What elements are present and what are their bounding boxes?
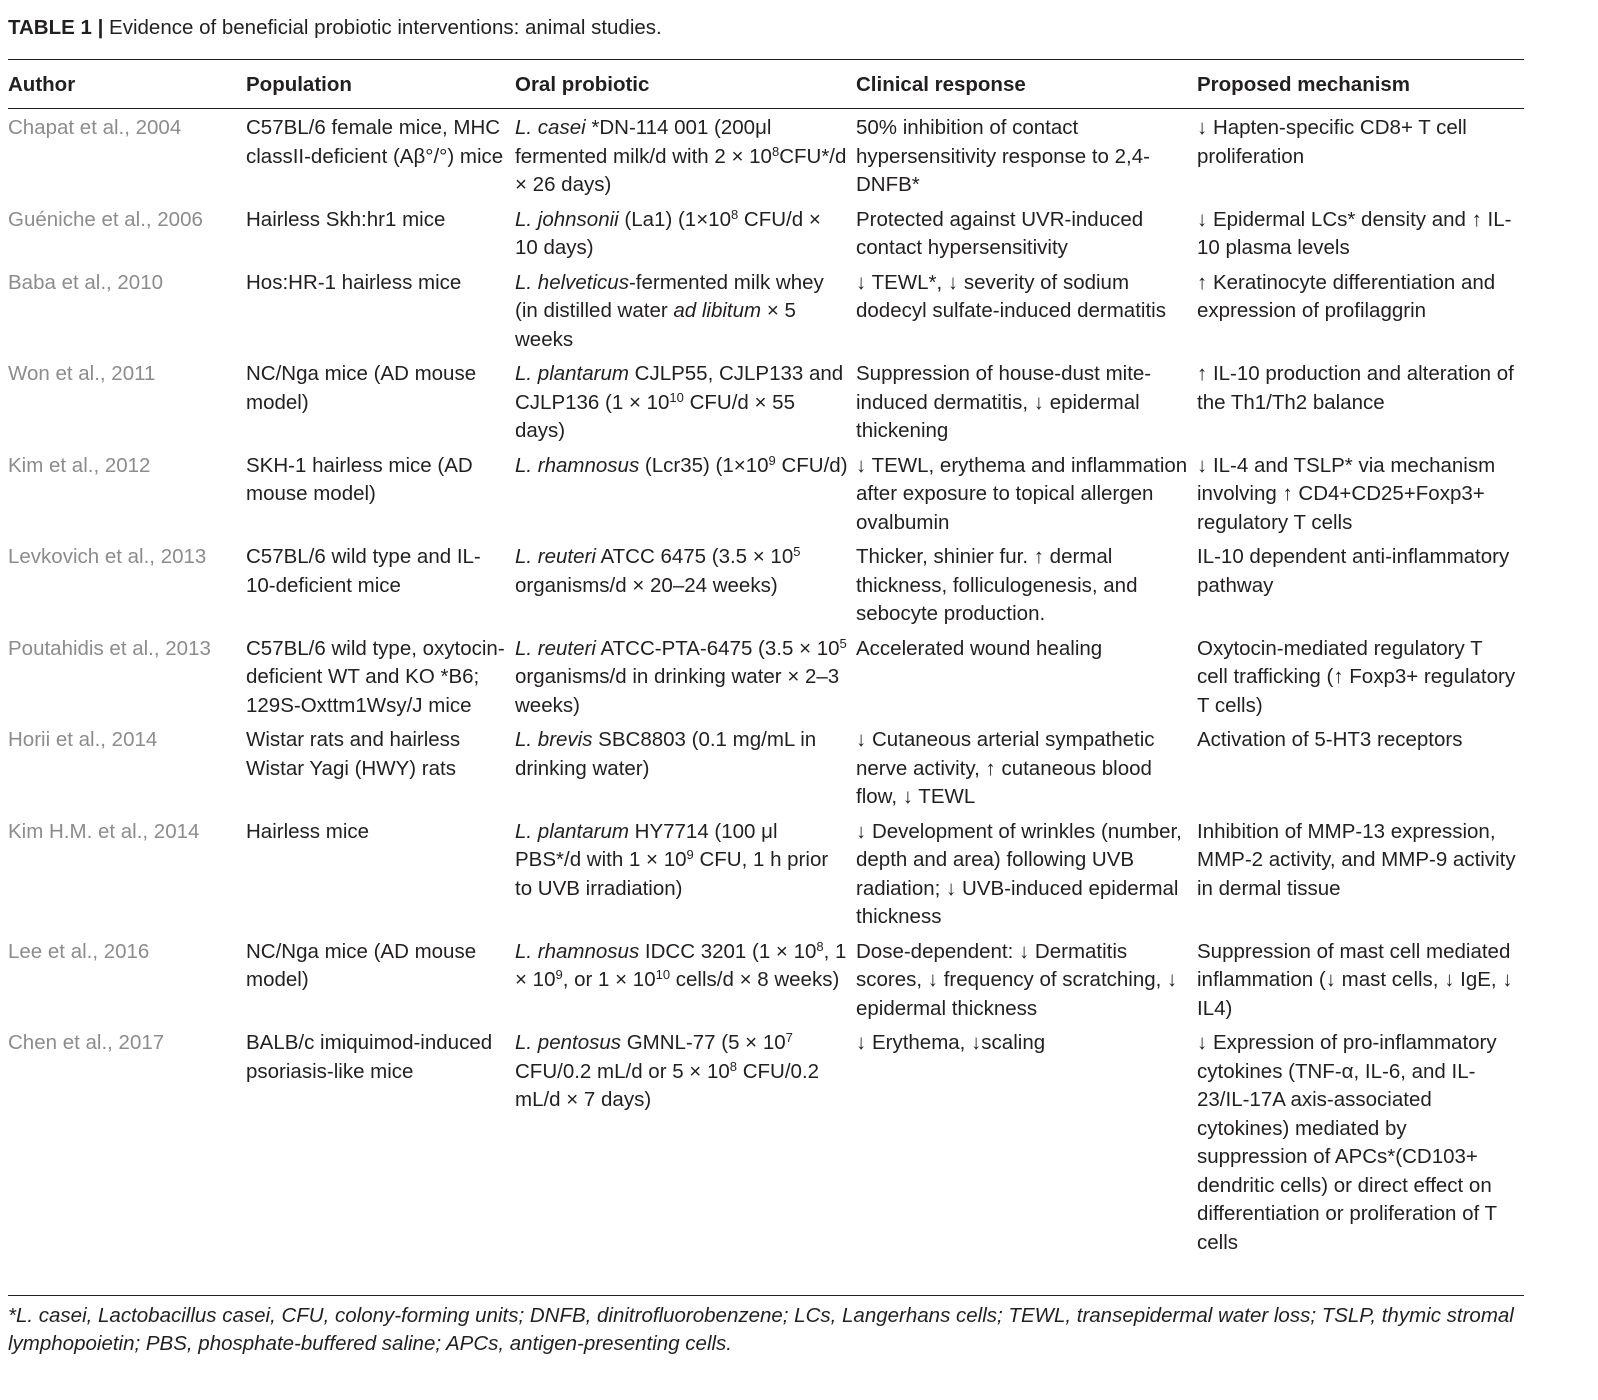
probiotic-text: (La1) (1×10 bbox=[618, 207, 731, 231]
species-name: L. plantarum bbox=[515, 362, 629, 385]
response-cell: Accelerated wound healing bbox=[856, 636, 1103, 660]
probiotic-text: , or 1 × 10 bbox=[562, 968, 656, 991]
probiotic-text: IDCC 3201 (1 × 10 bbox=[639, 939, 817, 963]
exponent: 5 bbox=[839, 635, 847, 651]
response-cell: Suppression of house-dust mite-induced dermatitis, ↓ epidermal thickening bbox=[856, 362, 1152, 442]
exponent: 9 bbox=[555, 967, 563, 982]
header-author: Author bbox=[8, 73, 76, 96]
probiotic-text: CFU/0.2 mL/d or 5 × 10 bbox=[515, 1059, 730, 1083]
table-caption bbox=[8, 16, 662, 40]
exponent: 7 bbox=[785, 1030, 793, 1045]
table-row bbox=[8, 263, 1524, 355]
probiotic-text: (Lcr35) (1×10 bbox=[639, 453, 769, 477]
author-cell: Kim et al., 2012 bbox=[8, 453, 151, 477]
bottom-rule bbox=[8, 1295, 1524, 1296]
response-cell: 50% inhibition of contact hypersensitivity response to 2,4-DNFB* bbox=[856, 116, 1150, 196]
probiotic-cell bbox=[515, 812, 856, 932]
mechanism-cell: ↓ Expression of pro-inflammatory cytokines (TNF-α, IL-6, and IL-23/IL-17A axis-associated cytokines) mediated by suppression of APCs*(CD103+ dendritic cells) or direct effect on differentiation or proliferation of T cells bbox=[1197, 1031, 1497, 1254]
population-cell: C57BL/6 female mice, MHC classII-deficient (Aβ°/°) mice bbox=[246, 116, 504, 168]
header-population: Population bbox=[246, 73, 352, 96]
exponent: 5 bbox=[793, 544, 801, 559]
probiotic-text: CFU/d × 10 days) bbox=[515, 207, 821, 259]
table-body bbox=[8, 108, 1524, 1257]
exponent: 8 bbox=[729, 1058, 738, 1074]
header-row bbox=[8, 62, 1524, 108]
species-name: L. reuteri bbox=[515, 545, 596, 568]
table-row bbox=[8, 720, 1524, 812]
species-name: L. reuteri bbox=[515, 636, 596, 660]
table-label: TABLE 1 | bbox=[8, 16, 104, 39]
exponent: 8 bbox=[816, 938, 824, 954]
probiotic-text: ATCC-PTA-6475 (3.5 × 10 bbox=[595, 636, 840, 660]
probiotic-cell bbox=[515, 200, 856, 263]
probiotic-cell bbox=[515, 263, 856, 355]
population-cell: Hairless Skh:hr1 mice bbox=[246, 207, 446, 231]
response-cell: Protected against UVR-induced contact hypersensitivity bbox=[856, 207, 1144, 259]
table-row bbox=[8, 354, 1524, 446]
probiotic-text: ATCC 6475 (3.5 × 10 bbox=[595, 545, 794, 568]
probiotic-text: GMNL-77 (5 × 10 bbox=[621, 1031, 786, 1054]
response-cell: ↓ TEWL*, ↓ severity of sodium dodecyl sulfate-induced dermatitis bbox=[856, 270, 1166, 322]
mechanism-cell: ↓ Hapten-specific CD8+ T cell proliferation bbox=[1197, 116, 1467, 168]
species-name: L. rhamnosus bbox=[515, 453, 640, 477]
table-row bbox=[8, 629, 1524, 721]
population-cell: Wistar rats and hairless Wistar Yagi (HWY) rats bbox=[246, 728, 461, 780]
mechanism-cell: ↑ Keratinocyte differentiation and expression of profilaggrin bbox=[1197, 270, 1496, 322]
probiotic-text: , 1 × 10 bbox=[515, 939, 847, 991]
author-cell: Kim H.M. et al., 2014 bbox=[8, 819, 200, 843]
table-row bbox=[8, 200, 1524, 263]
probiotic-cell bbox=[515, 720, 856, 812]
table-row bbox=[8, 1023, 1524, 1257]
probiotic-text: CFU/d × 55 days) bbox=[515, 390, 795, 442]
mechanism-cell: ↓ IL-4 and TSLP* via mechanism involving ↑ CD4+CD25+Foxp3+ regulatory T cells bbox=[1197, 453, 1496, 534]
top-rule bbox=[8, 59, 1524, 60]
header-oral-probiotic: Oral probiotic bbox=[515, 73, 650, 96]
table-footnote: *L. casei, Lactobacillus casei, CFU, colony-forming units; DNFB, dinitrofluorobenzene; LCs, Langerhans cells; TEWL, transepidermal water loss; TSLP, thymic stromal lymphopoietin; PBS, phosphate-buffered saline; APCs, antigen-presenting cells. bbox=[8, 1304, 1514, 1355]
population-cell: C57BL/6 wild type and IL-10-deficient mice bbox=[246, 545, 481, 597]
response-cell: Thicker, shinier fur. ↑ dermal thickness, folliculogenesis, and sebocyte production. bbox=[856, 545, 1138, 625]
author-cell: Horii et al., 2014 bbox=[8, 728, 158, 751]
author-cell: Won et al., 2011 bbox=[8, 362, 156, 385]
mechanism-cell: Suppression of mast cell mediated inflammation (↓ mast cells, ↓ IgE, ↓ IL4) bbox=[1197, 939, 1513, 1020]
probiotic-text: -fermented milk whey (in distilled water bbox=[515, 270, 824, 322]
exponent: 10 bbox=[669, 389, 684, 405]
mechanism-cell: ↓ Epidermal LCs* density and ↑ IL-10 plasma levels bbox=[1197, 207, 1512, 259]
author-cell: Chapat et al., 2004 bbox=[8, 116, 182, 139]
header-proposed-mechanism: Proposed mechanism bbox=[1197, 73, 1411, 96]
probiotic-text: cells/d × 8 weeks) bbox=[670, 968, 840, 991]
header-clinical-response: Clinical response bbox=[856, 73, 1026, 96]
population-cell: BALB/c imiquimod-induced psoriasis-like mice bbox=[246, 1031, 493, 1083]
probiotic-italic-text: ad libitum bbox=[673, 299, 762, 322]
probiotic-cell bbox=[515, 108, 856, 200]
exponent: 9 bbox=[768, 452, 776, 468]
response-cell: ↓ Cutaneous arterial sympathetic nerve activity, ↑ cutaneous blood flow, ↓ TEWL bbox=[856, 728, 1155, 808]
population-cell: Hairless mice bbox=[246, 819, 370, 843]
probiotic-cell bbox=[515, 1023, 856, 1257]
table-row bbox=[8, 108, 1524, 200]
exponent: 10 bbox=[655, 967, 671, 982]
probiotic-text: CFU/d) bbox=[775, 453, 848, 477]
response-cell: ↓ TEWL, erythema and inflammation after exposure to topical allergen ovalbumin bbox=[856, 453, 1188, 534]
table-title: Evidence of beneficial probiotic interventions: animal studies. bbox=[109, 16, 662, 39]
population-cell: NC/Nga mice (AD mouse model) bbox=[246, 939, 477, 991]
probiotic-text: *DN-114 001 (200μl fermented milk/d with 2 × 10 bbox=[515, 116, 772, 168]
table-row bbox=[8, 812, 1524, 932]
population-cell: SKH-1 hairless mice (AD mouse model) bbox=[246, 453, 473, 505]
population-cell: C57BL/6 wild type, oxytocin-deficient WT and KO *B6; 129S-Oxttm1Wsy/J mice bbox=[246, 636, 505, 717]
evidence-table bbox=[8, 62, 1524, 1257]
table-row bbox=[8, 537, 1524, 629]
mechanism-cell: Activation of 5-HT3 receptors bbox=[1197, 728, 1463, 751]
author-cell: Guéniche et al., 2006 bbox=[8, 207, 203, 231]
population-cell: Hos:HR-1 hairless mice bbox=[246, 270, 462, 294]
species-name: L. plantarum bbox=[515, 819, 629, 843]
population-cell: NC/Nga mice (AD mouse model) bbox=[246, 362, 477, 414]
species-name: L. pentosus bbox=[515, 1031, 621, 1054]
species-name: L. johnsonii bbox=[515, 207, 619, 231]
probiotic-cell bbox=[515, 537, 856, 629]
response-cell: ↓ Development of wrinkles (number, depth and area) following UVB radiation; ↓ UVB-induced epidermal thickness bbox=[856, 819, 1182, 928]
species-name: L. casei bbox=[515, 116, 586, 139]
mechanism-cell: Inhibition of MMP-13 expression, MMP-2 activity, and MMP-9 activity in dermal tissue bbox=[1197, 819, 1516, 900]
author-cell: Levkovich et al., 2013 bbox=[8, 545, 207, 568]
exponent: 8 bbox=[771, 143, 780, 159]
probiotic-cell bbox=[515, 932, 856, 1024]
mechanism-cell: ↑ IL-10 production and alteration of the Th1/Th2 balance bbox=[1197, 362, 1514, 414]
probiotic-cell bbox=[515, 629, 856, 721]
author-cell: Poutahidis et al., 2013 bbox=[8, 636, 211, 660]
probiotic-text: organisms/d in drinking water × 2–3 weeks) bbox=[515, 665, 840, 717]
mechanism-cell: Oxytocin-mediated regulatory T cell trafficking (↑ Foxp3+ regulatory T cells) bbox=[1197, 636, 1516, 717]
mechanism-cell: IL-10 dependent anti-inflammatory pathway bbox=[1197, 545, 1510, 597]
table-row bbox=[8, 446, 1524, 538]
author-cell: Chen et al., 2017 bbox=[8, 1031, 165, 1054]
author-cell: Lee et al., 2016 bbox=[8, 939, 150, 963]
probiotic-text: HY7714 (100 μl PBS*/d with 1 × 10 bbox=[515, 819, 778, 871]
response-cell: Dose-dependent: ↓ Dermatitis scores, ↓ frequency of scratching, ↓ epidermal thickness bbox=[856, 939, 1178, 1020]
table-row bbox=[8, 932, 1524, 1024]
species-name: L. brevis bbox=[515, 728, 593, 751]
probiotic-text: CFU*/d × 26 days) bbox=[515, 144, 847, 196]
species-name: L. rhamnosus bbox=[515, 939, 640, 963]
species-name: L. helveticus bbox=[515, 270, 629, 294]
probiotic-cell bbox=[515, 446, 856, 538]
author-cell: Baba et al., 2010 bbox=[8, 270, 164, 294]
probiotic-text: CFU, 1 h prior to UVB irradiation) bbox=[515, 848, 829, 900]
response-cell: ↓ Erythema, ↓scaling bbox=[856, 1031, 1046, 1054]
probiotic-text: CJLP55, CJLP133 and CJLP136 (1 × 10 bbox=[515, 362, 844, 414]
probiotic-text: × 5 weeks bbox=[515, 299, 796, 351]
exponent: 9 bbox=[686, 847, 694, 862]
probiotic-text: SBC8803 (0.1 mg/mL in drinking water) bbox=[515, 728, 817, 780]
probiotic-text: CFU/0.2 mL/d × 7 days) bbox=[515, 1059, 820, 1111]
probiotic-text: organisms/d × 20–24 weeks) bbox=[515, 573, 778, 597]
probiotic-cell bbox=[515, 354, 856, 446]
exponent: 8 bbox=[730, 206, 739, 222]
